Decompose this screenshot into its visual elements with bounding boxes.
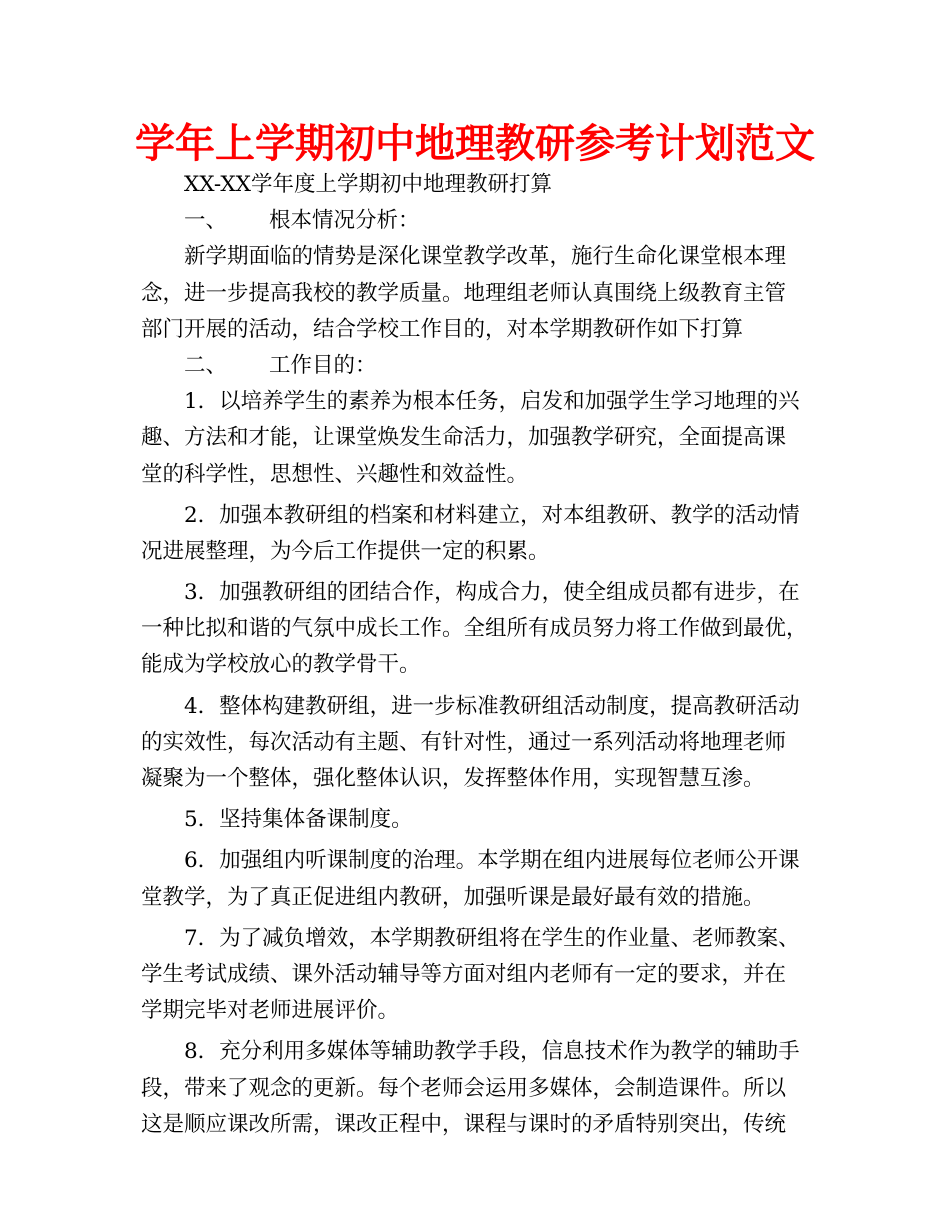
list-item-line: 况进展整理，为今后工作提供一定的积累。 — [141, 538, 550, 564]
section-number: 二、 — [184, 352, 228, 378]
list-item-line: 趣、方法和才能，让课堂焕发生命活力，加强教学研究，全面提高课 — [141, 425, 787, 451]
list-item-line: 能成为学校放心的教学骨干。 — [141, 652, 421, 678]
section-heading-1 — [141, 203, 813, 239]
list-item-line: 6．加强组内听课制度的治理。本学期在组内进展每位老师公开课 — [184, 848, 800, 874]
list-item-line: 学生考试成绩、课外活动辅导等方面对组内老师有一定的要求，并在 — [141, 961, 787, 987]
list-item-line: 一种比拟和谐的气氛中成长工作。全组所有成员努力将工作做到最优， — [141, 616, 808, 642]
list-item-line: 8．充分利用多媒体等辅助教学手段，信息技术作为教学的辅助手 — [184, 1039, 800, 1065]
section-title: 根本情况分析： — [269, 208, 420, 234]
document-body — [141, 167, 813, 1143]
section-number: 一、 — [184, 208, 228, 234]
paragraph-line: 念，进一步提高我校的教学质量。地理组老师认真围绕上级教育主管 — [141, 280, 787, 306]
list-item-line: 凝聚为一个整体，强化整体认识，发挥整体作用，实现智慧互渗。 — [141, 766, 765, 791]
list-item-line: 这是顺应课改所需，课改正程中，课程与课时的矛盾特别突出，传统 — [141, 1111, 787, 1137]
document-title: 学年上学期初中地理教研参考计划范文 — [135, 121, 815, 167]
list-item-line: 堂的科学性，思想性、兴趣性和效益性。 — [141, 461, 529, 487]
document-subtitle: XX-XX学年度上学期初中地理教研打算 — [184, 172, 552, 197]
list-item-line: 堂教学，为了真正促进组内教研，加强听课是最好最有效的措施。 — [141, 884, 765, 910]
section-heading-2 — [141, 348, 813, 384]
list-item-line: 2．加强本教研组的档案和材料建立，对本组教研、教学的活动情 — [184, 502, 800, 528]
list-item-line: 3．加强教研组的团结合作，构成合力，使全组成员都有进步，在 — [184, 580, 800, 606]
section-title: 工作目的： — [269, 352, 377, 378]
list-item-line: 4．整体构建教研组，进一步标准教研组活动制度，提高教研活动 — [184, 693, 800, 719]
list-item-line: 1．以培养学生的素养为根本任务，启发和加强学生学习地理的兴 — [184, 389, 800, 415]
list-item-line: 7．为了减负增效，本学期教研组将在学生的作业量、老师教案、 — [184, 925, 800, 951]
list-item-line: 5．坚持集体备课制度。 — [184, 807, 413, 833]
list-item-line: 段，带来了观念的更新。每个老师会运用多媒体，会制造课件。所以 — [141, 1075, 787, 1101]
paragraph-line: 部门开展的活动，结合学校工作目的，对本学期教研作如下打算 — [141, 316, 744, 342]
list-item-line: 学期完毕对老师进展评价。 — [141, 998, 400, 1024]
list-item-line: 的实效性，每次活动有主题、有针对性，通过一系列活动将地理老师 — [141, 729, 787, 755]
paragraph-line: 新学期面临的情势是深化课堂教学改革，施行生命化课堂根本理 — [184, 244, 787, 270]
